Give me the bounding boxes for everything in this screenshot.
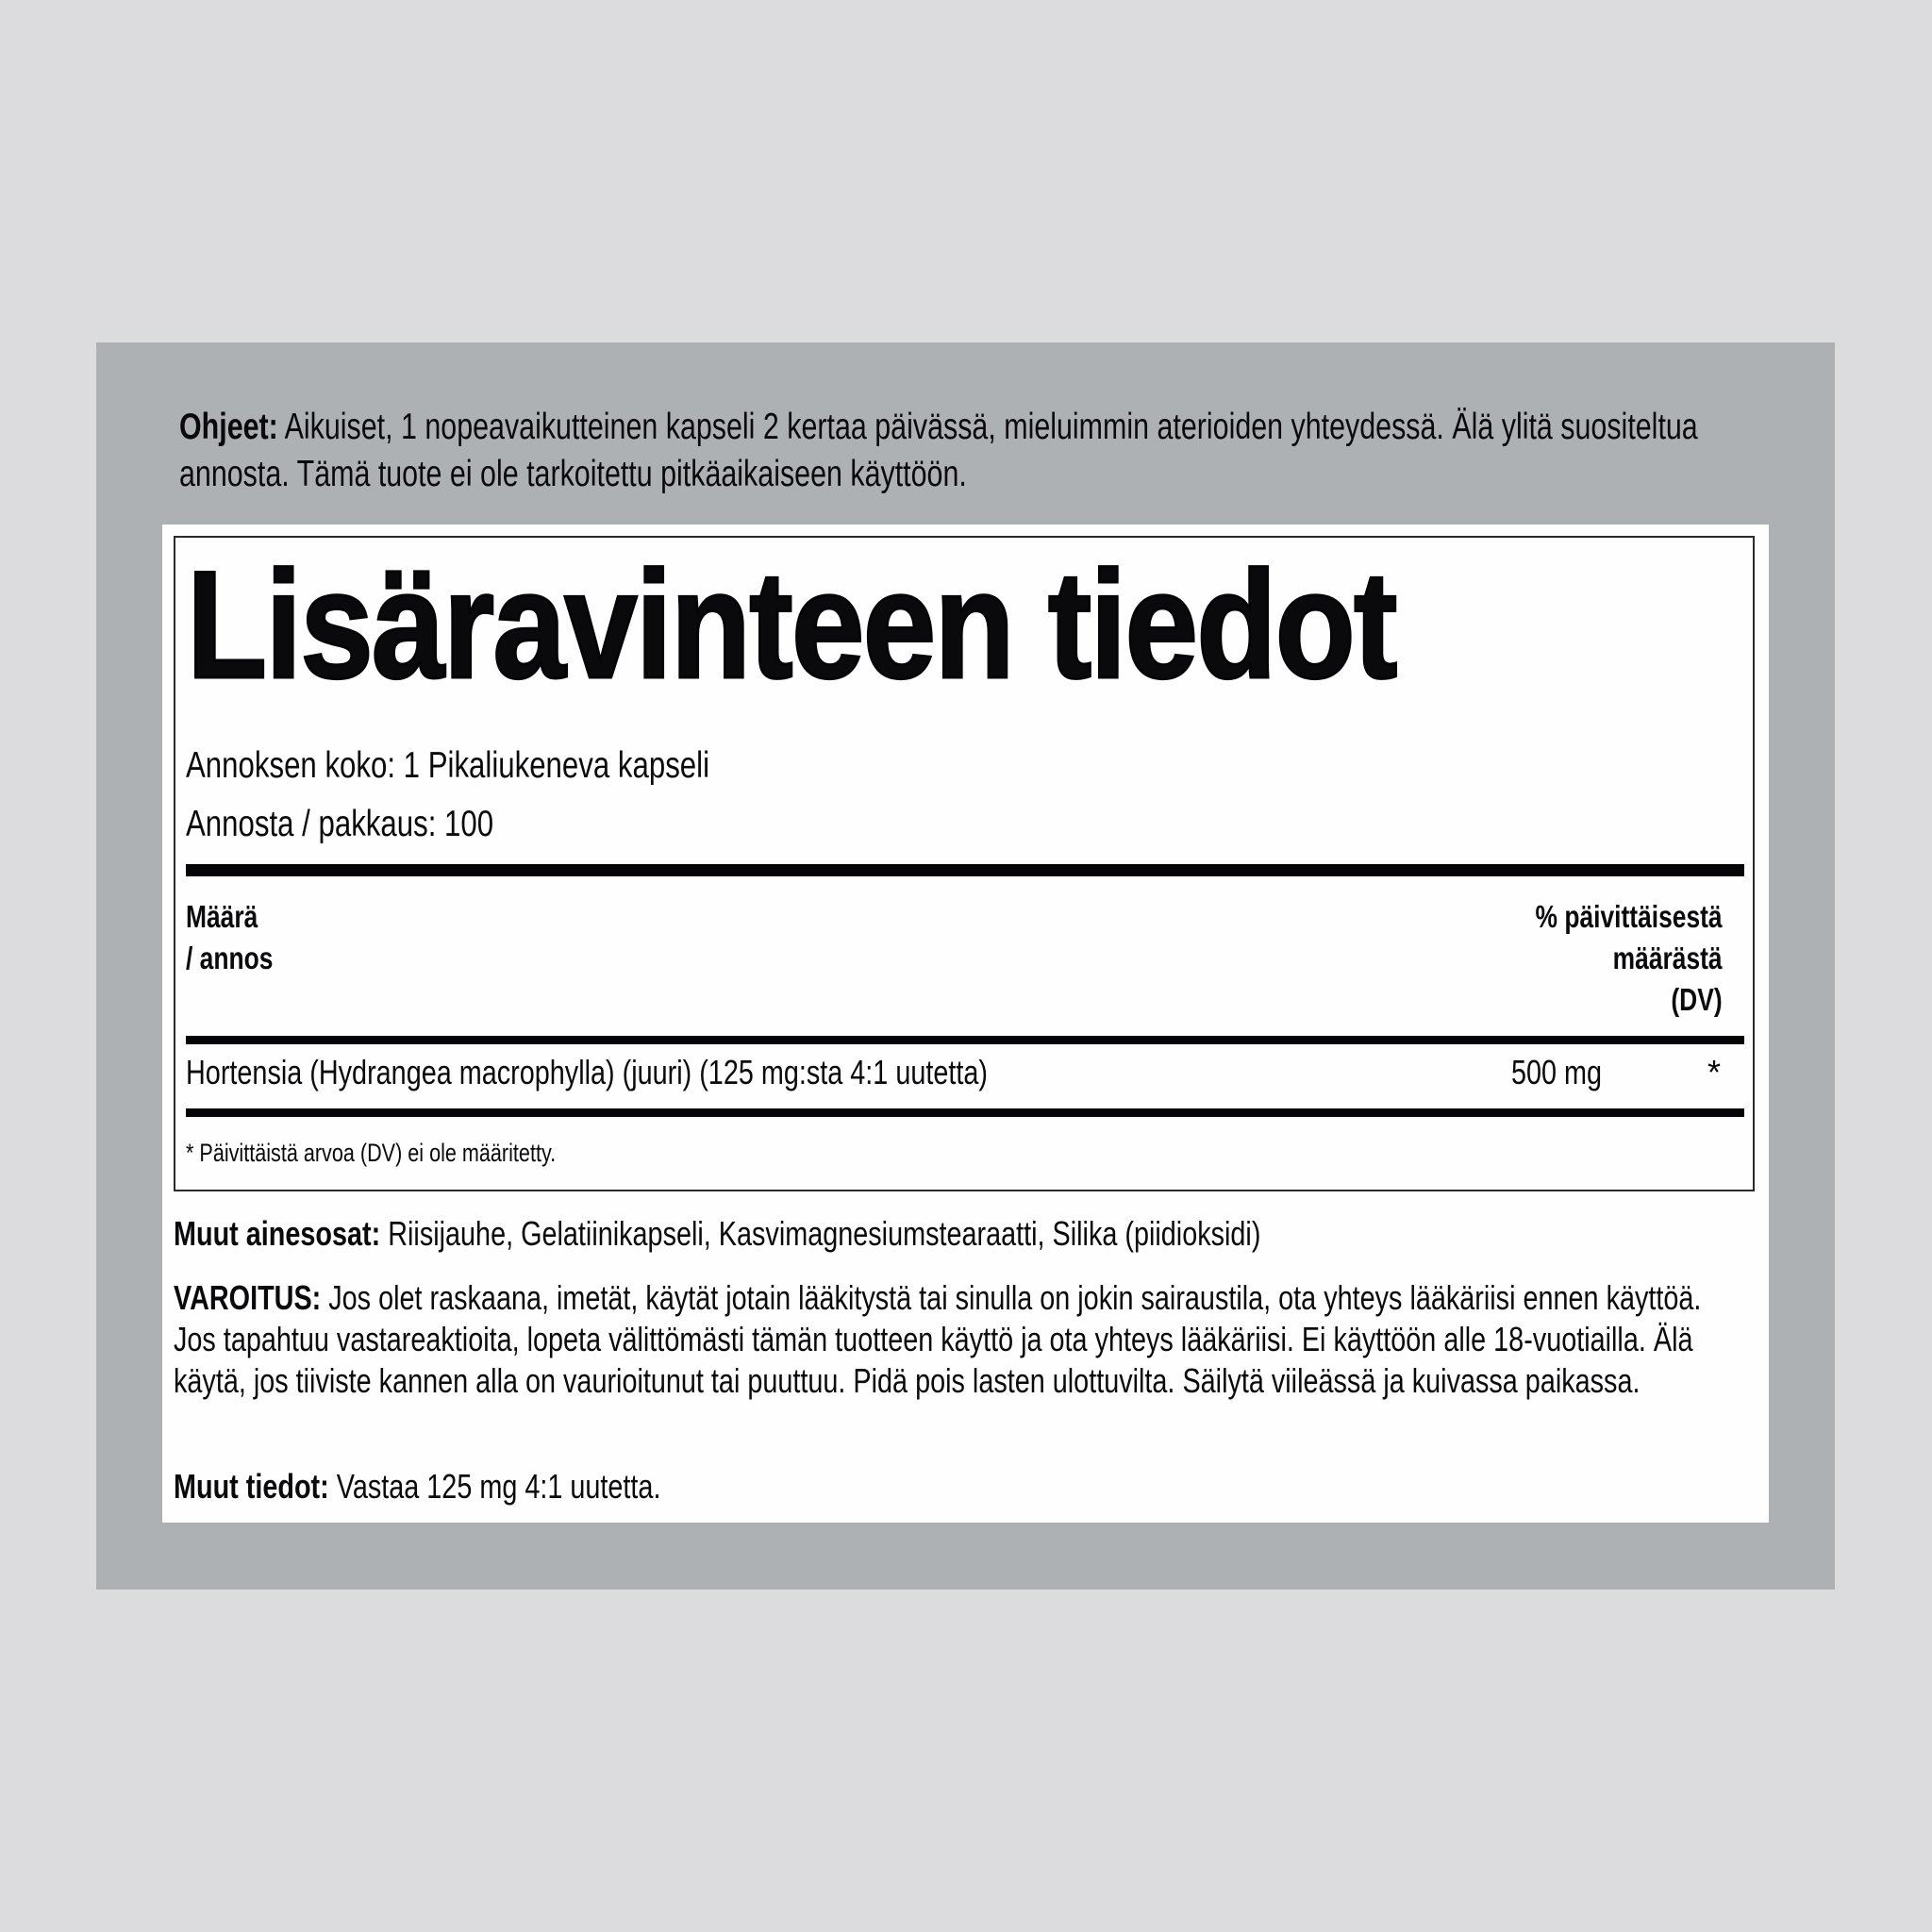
directions-label: Ohjeet: xyxy=(179,407,278,447)
other-info-label: Muut tiedot: xyxy=(174,1467,329,1506)
amount-header-line1: Määrä xyxy=(186,899,258,934)
ingredient-amount: 500 mg xyxy=(1511,1053,1603,1091)
dv-header-line3: (DV) xyxy=(1671,982,1723,1017)
other-info xyxy=(174,1466,1751,1507)
other-ingredients xyxy=(174,1213,1751,1255)
other-ingredients-text: Riisijauhe, Gelatiinikapseli, Kasvimagnesiumstearaatti, Silika (piidioksidi) xyxy=(380,1214,1261,1253)
divider-header xyxy=(186,1036,1744,1044)
warning xyxy=(174,1277,1751,1402)
directions-body: Aikuiset, 1 nopeavaikutteinen kapseli 2 kertaa päivässä, mieluimmin aterioiden yhteydessä. Älä ylitä suositeltua annosta. Tämä tuote ei ole tarkoitettu pitkäaikaiseen käyttöön. xyxy=(179,407,1698,494)
serving-size: Annoksen koko: 1 Pikaliukeneva kapseli xyxy=(186,745,710,786)
warning-label: VAROITUS: xyxy=(174,1278,322,1317)
dv-header-line1: % päivittäisestä xyxy=(1535,899,1723,934)
servings-per-container: Annosta / pakkaus: 100 xyxy=(186,804,494,844)
dv-footnote: * Päivittäistä arvoa (DV) ei ole määritetty. xyxy=(186,1139,557,1167)
ingredient-dv: * xyxy=(1707,1053,1722,1091)
other-ingredients-label: Muut ainesosat: xyxy=(174,1214,381,1253)
thick-divider-top xyxy=(186,864,1744,876)
amount-per-serving-header xyxy=(186,896,273,979)
other-info-text: Vastaa 125 mg 4:1 uutetta. xyxy=(328,1467,661,1506)
divider-bottom xyxy=(186,1108,1744,1117)
amount-header-line2: / annos xyxy=(186,941,274,975)
warning-text: Jos olet raskaana, imetät, käytät jotain lääkitystä tai sinulla on jokin sairaustila, ota yhteys lääkäriisi ennen käyttöä. Jos tapahtuu vastareaktioita, lopeta välittömästi tämän tuotteen käyttö ja ota yhteys lääkäriisi. Ei käyttöön alle 18-vuotiailla. Älä käytä, jos tiiviste kannen alla on vaurioitunut tai puuttuu. Pidä pois lasten ulottuvilta. Säilytä viileässä ja kuivassa paikassa. xyxy=(174,1278,1702,1400)
daily-value-header xyxy=(1536,896,1723,1021)
supplement-facts-title: Lisäravinteen tiedot xyxy=(187,540,1396,710)
directions-text xyxy=(179,404,1761,498)
ingredient-name: Hortensia (Hydrangea macrophylla) (juuri) (125 mg:sta 4:1 uutetta) xyxy=(186,1053,988,1091)
dv-header-line2: määrästä xyxy=(1613,941,1723,975)
